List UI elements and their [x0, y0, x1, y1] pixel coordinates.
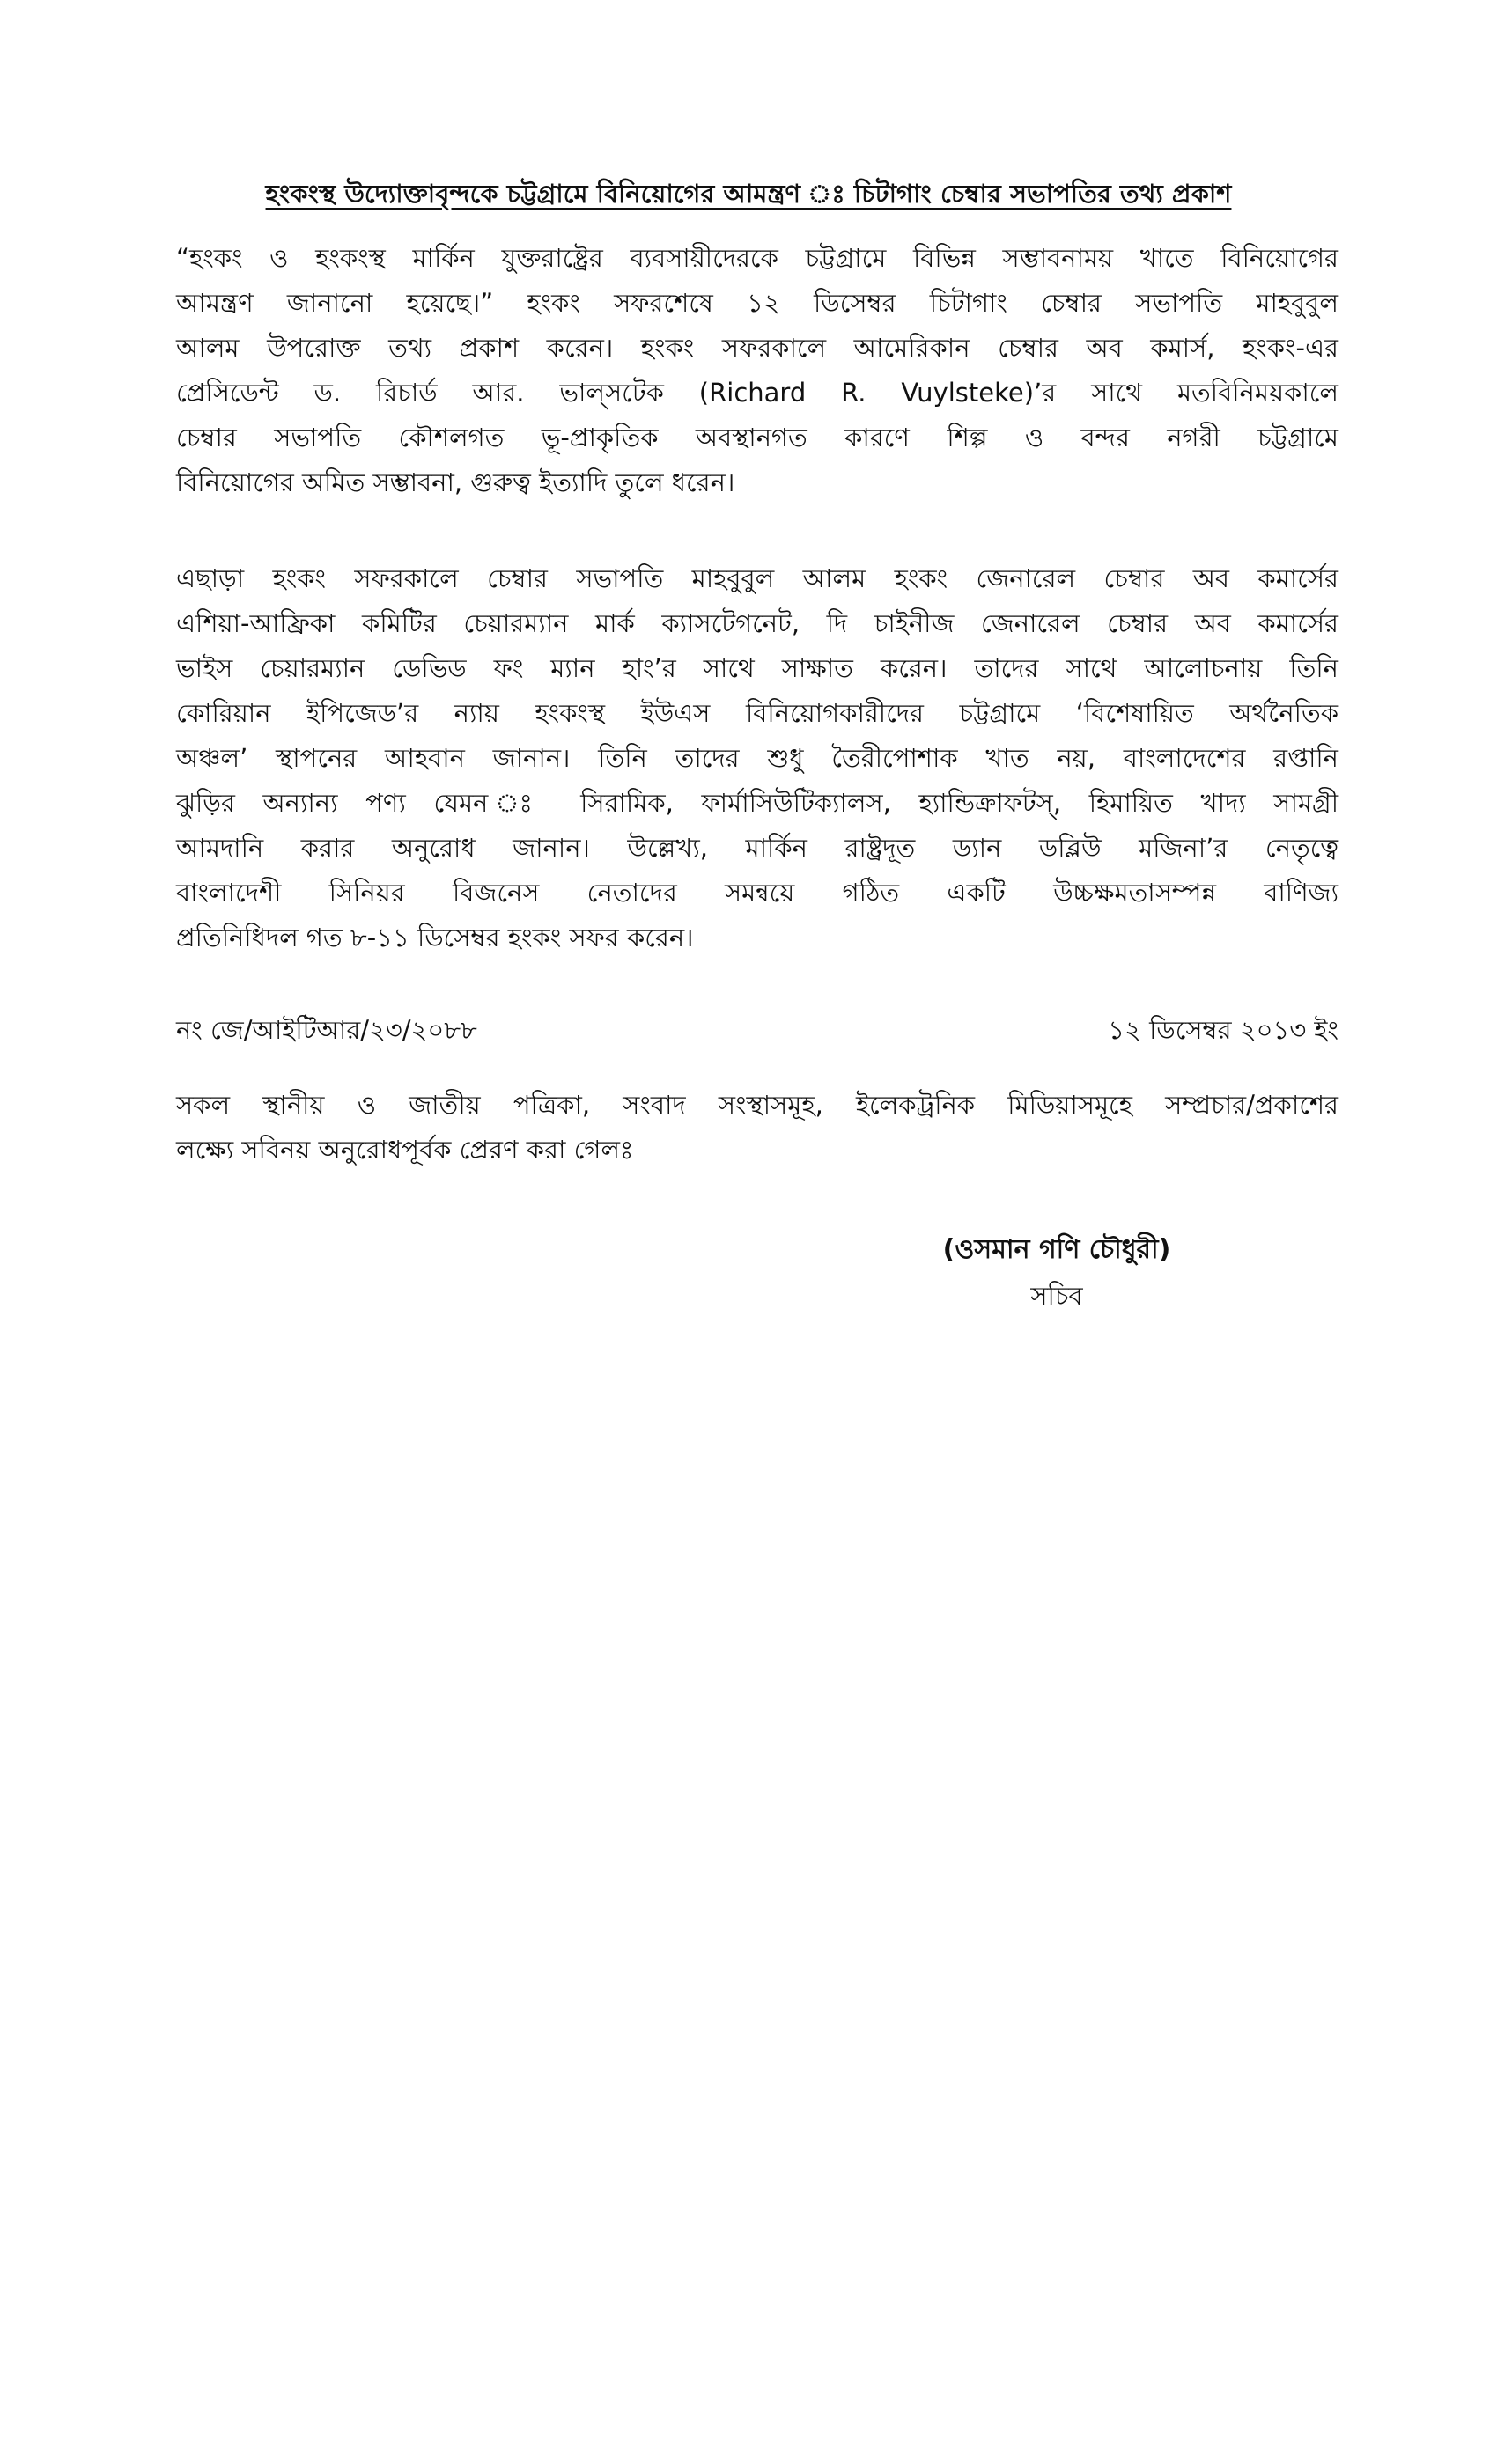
paragraph-2-line: ঝুড়ির অন্যান্য পণ্য যেমন ঃ সিরামিক, ফার্মাসিউটিক্যালস, হ্যান্ডিক্রাফটস্, হিমায়িত খাদ্য সামগ্রী: [176, 788, 1338, 818]
paragraph-1-line: আলম উপরোক্ত তথ্য প্রকাশ করেন। হংকং সফরকালে আমেরিকান চেম্বার অব কমার্স, হংকং-এর: [176, 333, 1338, 363]
paragraph-2-line: আমদানি করার অনুরোধ জানান। উল্লেখ্য, মার্কিন রাষ্ট্রদূত ড্যান ডব্লিউ মজিনা’র নেতৃত্বে: [176, 833, 1338, 863]
distribution-note: [176, 1083, 1338, 1173]
signatory-title: সচিব: [1030, 1281, 1083, 1311]
paragraph-1: [176, 236, 1338, 505]
paragraph-2-line: বাংলাদেশী সিনিয়র বিজনেস নেতাদের সমন্বয়ে গঠিত একটি উচ্চক্ষমতাসম্পন্ন বাণিজ্য: [176, 878, 1338, 908]
paragraph-2-line: ভাইস চেয়ারম্যান ডেভিড ফং ম্যান হাং’র সাথে সাক্ষাত করেন। তাদের সাথে আলোচনায় তিনি: [176, 653, 1338, 683]
document-title: হংকংস্থ উদ্যোক্তাবৃন্দকে চট্টগ্রামে বিনিয়োগের আমন্ত্রণ ঃ চিটাগাং চেম্বার সভাপতির তথ্য প্রকাশ: [265, 179, 1232, 209]
document-date: ১২ ডিসেম্বর ২০১৩ ইং: [1108, 1015, 1338, 1045]
paragraph-1-line: “হংকং ও হংকংস্থ মার্কিন যুক্তরাষ্ট্রের ব্যবসায়ীদেরকে চট্টগ্রামে বিভিন্ন সম্ভাবনাময় খাতে বিনিয়োগের: [176, 243, 1338, 273]
paragraph-2-line: প্রতিনিধিদল গত ৮-১১ ডিসেম্বর হংকং সফর করেন।: [176, 923, 694, 953]
reference-number: নং জে/আইটিআর/২৩/২০৮৮: [176, 1015, 477, 1045]
distribution-note-line: লক্ষ্যে সবিনয় অনুরোধপূর্বক প্রেরণ করা গেলঃ: [176, 1135, 634, 1165]
paragraph-2-line: এছাড়া হংকং সফরকালে চেম্বার সভাপতি মাহবুবুল আলম হংকং জেনারেল চেম্বার অব কমার্সের: [176, 563, 1338, 593]
distribution-note-line: সকল স্থানীয় ও জাতীয় পত্রিকা, সংবাদ সংস্থাসমূহ, ইলেকট্রনিক মিডিয়াসমূহে সম্প্রচার/প্রকাশের: [176, 1090, 1338, 1120]
paragraph-1-line: বিনিয়োগের অমিত সম্ভাবনা, গুরুত্ব ইত্যাদি তুলে ধরেন।: [176, 467, 735, 497]
paragraph-2: [176, 556, 1338, 960]
paragraph-2-line: এশিয়া-আফ্রিকা কমিটির চেয়ারম্যান মার্ক ক্যাসটেগনেট, দি চাইনীজ জেনারেল চেম্বার অব কমার্সের: [176, 608, 1338, 638]
paragraph-2-line: কোরিয়ান ইপিজেড’র ন্যায় হংকংস্থ ইউএস বিনিয়োগকারীদের চট্টগ্রামে ‘বিশেষায়িত অর্থনৈতিক: [176, 698, 1338, 728]
paragraph-2-line: অঞ্চল’ স্থাপনের আহবান জানান। তিনি তাদের শুধু তৈরীপোশাক খাত নয়, বাংলাদেশের রপ্তানি: [176, 743, 1338, 773]
paragraph-1-line: প্রেসিডেন্ট ড. রিচার্ড আর. ভাল্সটেক (Richard R. Vuylsteke)’র সাথে মতবিনিময়কালে: [176, 378, 1338, 408]
paragraph-1-line: চেম্বার সভাপতি কৌশলগত ভূ-প্রাকৃতিক অবস্থানগত কারণে শিল্প ও বন্দর নগরী চট্টগ্রামে: [176, 423, 1338, 452]
signatory-name: (ওসমান গণি চৌধুরী): [942, 1234, 1171, 1265]
paragraph-1-line: আমন্ত্রণ জানানো হয়েছে।” হংকং সফরশেষে ১২ ডিসেম্বর চিটাগাং চেম্বার সভাপতি মাহবুবুল: [176, 288, 1338, 318]
